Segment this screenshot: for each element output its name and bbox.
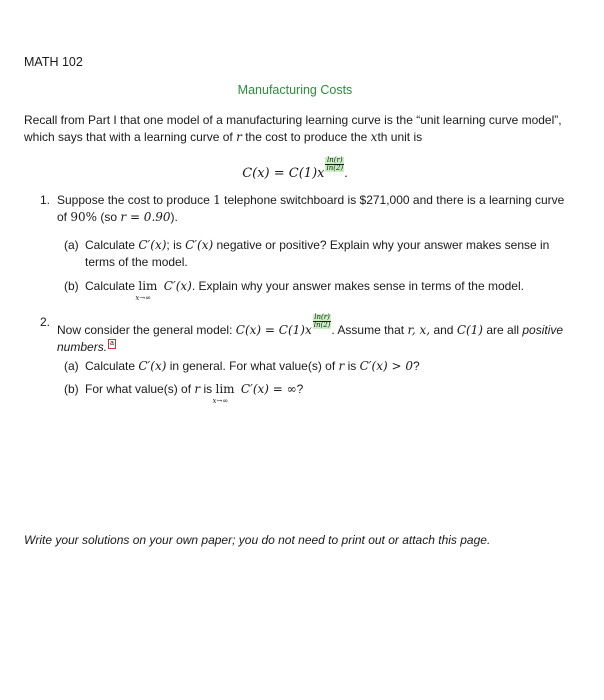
question-1: 1. Suppose the cost to produce 1 telephone switchboard is $271,000 and there is a learning curve of 90% (so r = 0.90).	[40, 193, 565, 224]
limit-operator: lim x→∞	[135, 279, 158, 302]
learning-curve-formula: C(x) = C(1)x $\frac{\ln(r)}{\ln(2)}$ .	[242, 156, 348, 181]
intro-paragraph: Recall from Part I that one model of a manufacturing learning curve is the “unit learning curve model”, which says that with a learning curve of r the cost to produce the xth unit is	[24, 113, 562, 144]
limit-operator: lim x→∞	[212, 382, 235, 405]
formula-exponent: $\frac{\ln(r)}{\ln(2)}$	[313, 313, 331, 329]
question-2a: (a) Calculate C′(x) in general. For what value(s) of r is C′(x) > 0?	[64, 359, 420, 373]
question-1b: (b) Calculate lim x→∞ C′(x). Explain why your answer makes sense in terms of the model.	[64, 279, 524, 302]
page-title: Manufacturing Costs	[237, 83, 353, 97]
question-2: 2. Now consider the general model: C(x) = C(1)x $\frac{\ln(r)}{\ln(2)}$ . Assume that r, x, and C(1) are all positive numbers. a	[40, 313, 564, 354]
footnote-marker[interactable]: a	[110, 340, 114, 347]
question-2b: (b) For what value(s) of r is lim x→∞ C′(x) = ∞?	[64, 382, 304, 405]
footer-instructions: Write your solutions on your own paper; you do not need to print out or attach this page.	[24, 533, 491, 547]
formula-exponent: $\frac{\ln(r)}{\ln(2)}$	[326, 156, 344, 172]
course-code: MATH 102	[24, 55, 83, 69]
question-1a: (a) Calculate C′(x); is C′(x) negative or positive? Explain why your answer makes sense in terms of the model.	[64, 238, 550, 269]
